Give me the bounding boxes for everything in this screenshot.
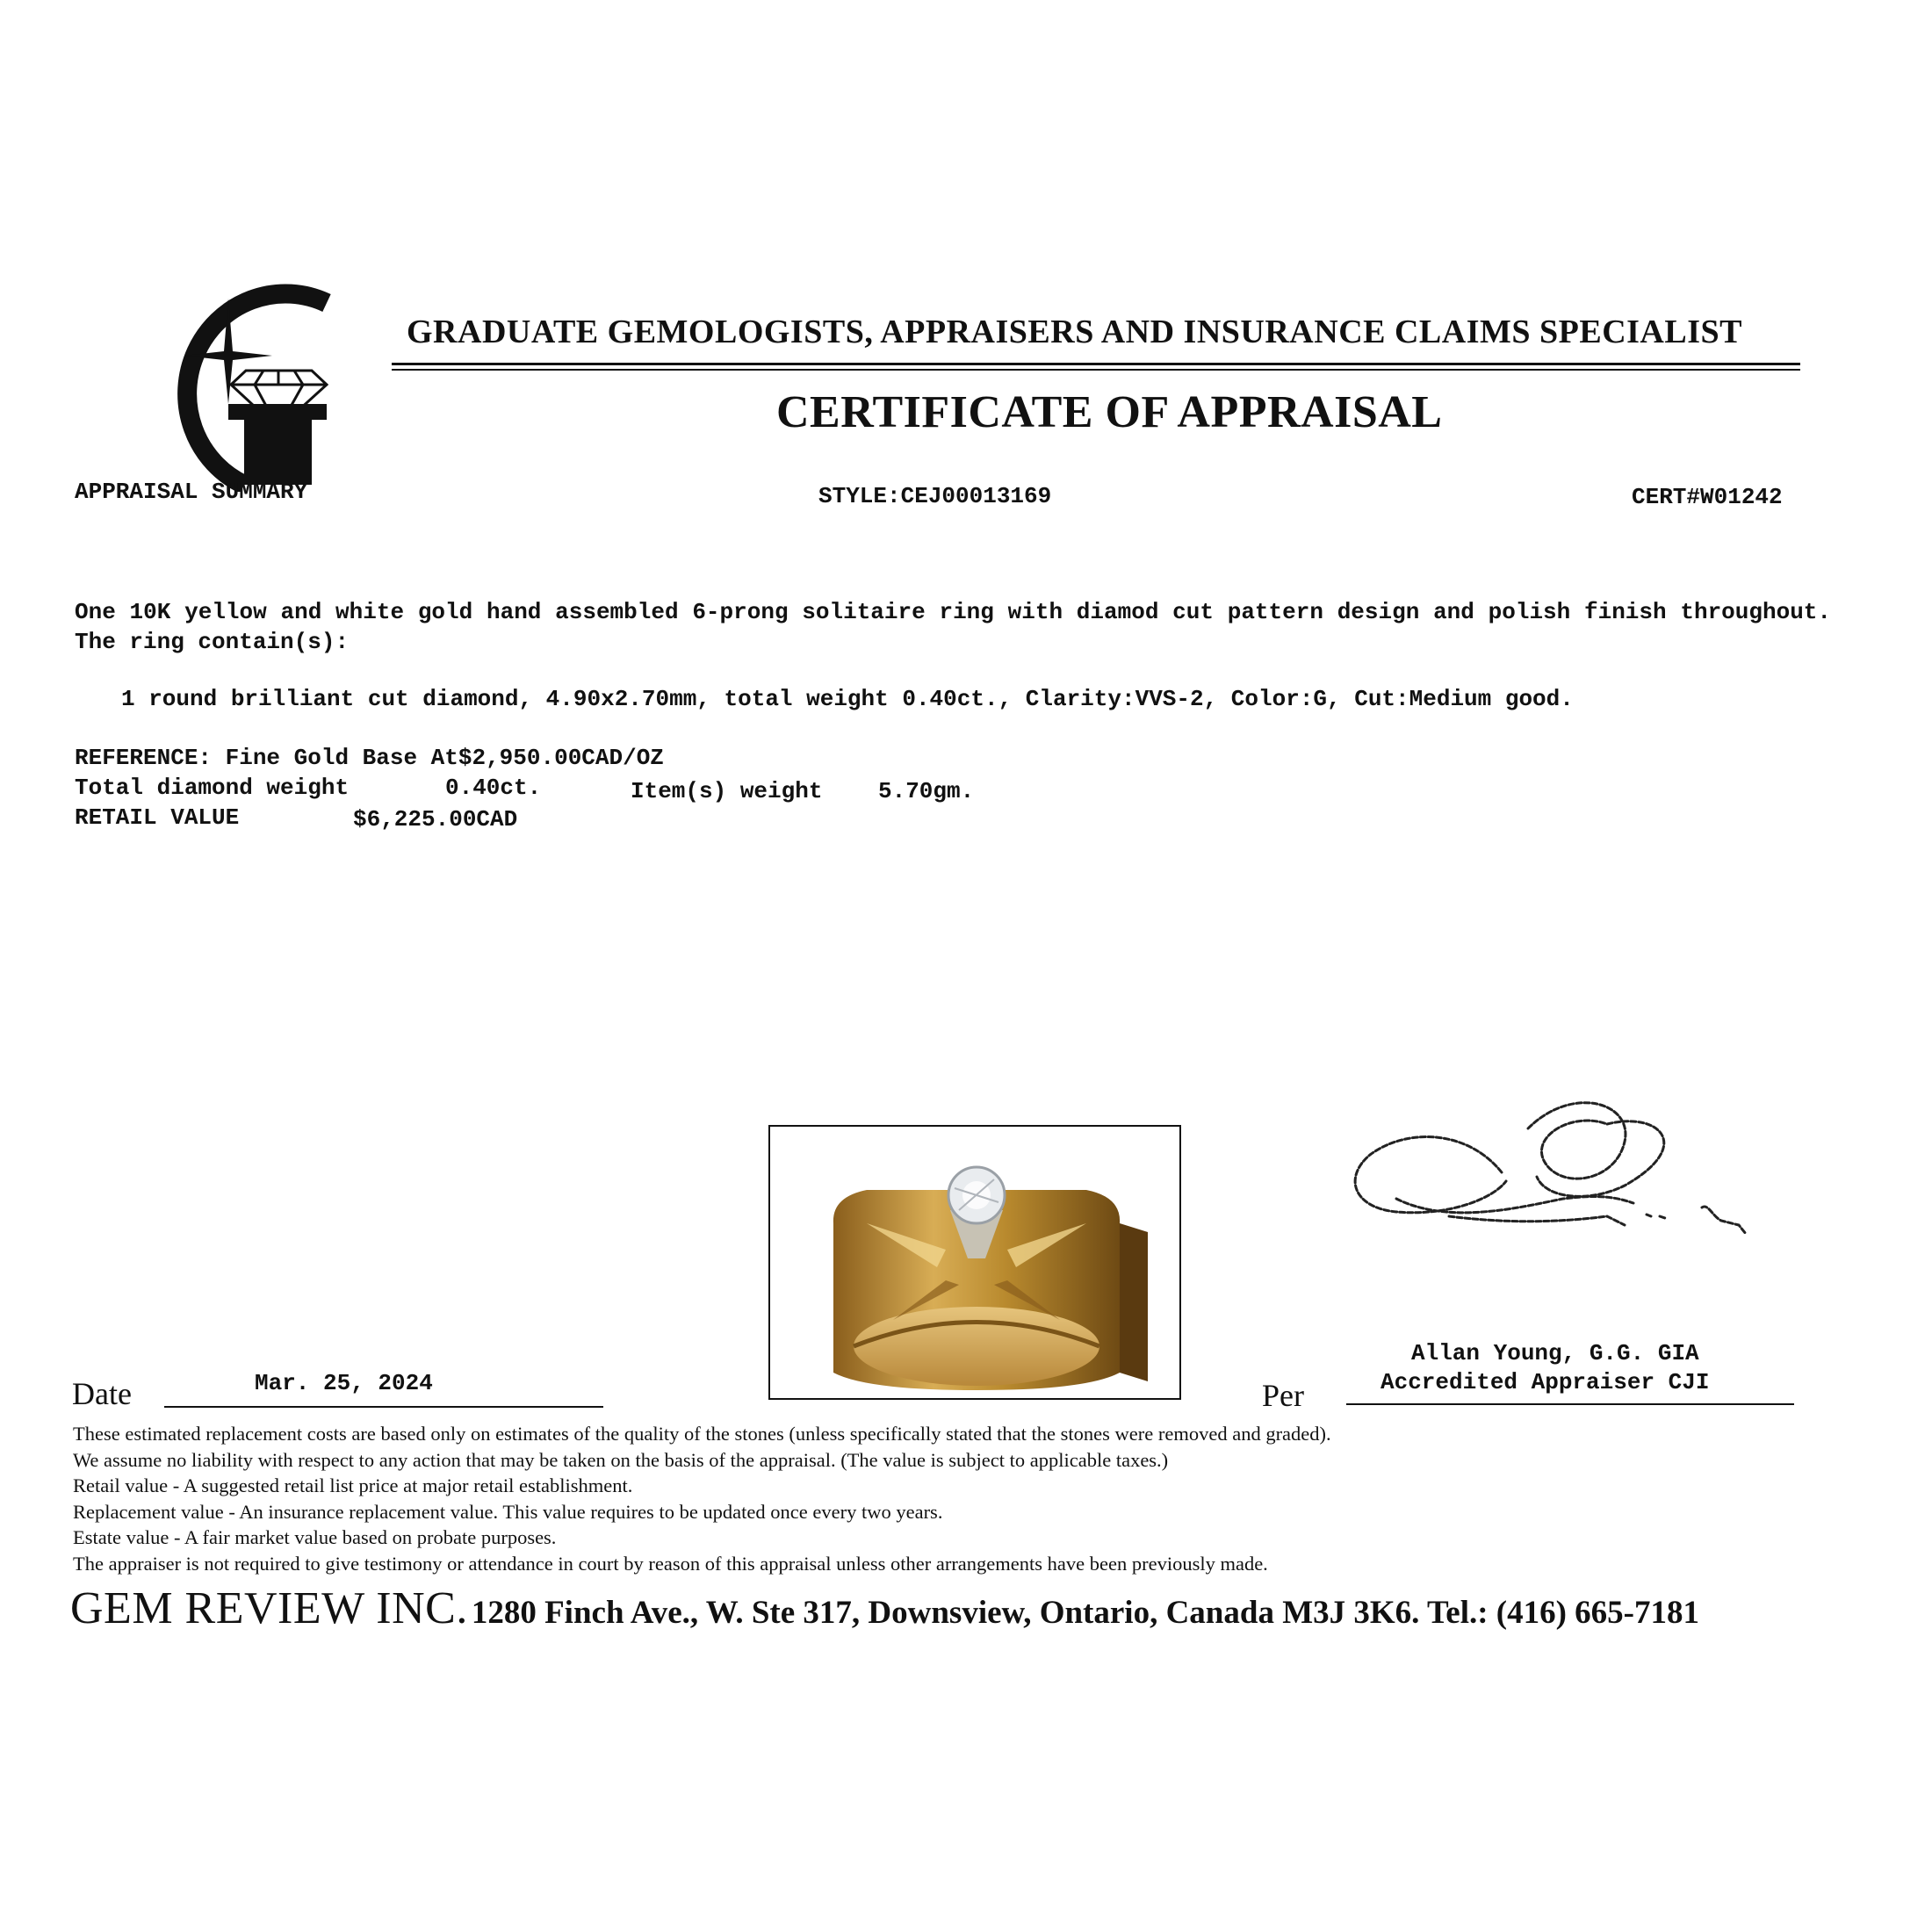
gemstone-logo [132,255,342,492]
per-line [1346,1403,1794,1405]
disclaimer-line: We assume no liability with respect to any action that may be taken on the basis of the appraisal. (The value is subject to applicable taxes.) [73,1448,1169,1471]
retail-value-amount: $6,225.00CAD [353,806,518,833]
disclaimer-line: These estimated replacement costs are based only on estimates of the quality of the stones (unless specifically stated that the stones were removed and graded). [73,1423,1331,1445]
ring-photo [770,1127,1179,1398]
cert-number: CERT#W01242 [1632,484,1783,510]
disclaimer-line: Estate value - A fair market value based on probate purposes. [73,1526,557,1548]
header-tagline: GRADUATE GEMOLOGISTS, APPRAISERS AND INSURANCE CLAIMS SPECIALIST [407,314,1742,350]
company-address: 1280 Finch Ave., W. Ste 317, Downsview, Ontario, Canada M3J 3K6. Tel.: (416) 665-7181 [471,1595,1700,1631]
reference-gold-base: REFERENCE: Fine Gold Base At$2,950.00CAD/OZ [75,745,664,771]
item-description: One 10K yellow and white gold hand assembled 6-prong solitaire ring with diamod cut pattern design and polish finish throughout. The ring contain(s): [75,599,1831,655]
item-weight-label: Item(s) weight [631,778,823,804]
appraiser-name: Allan Young, G.G. GIA [1411,1340,1699,1366]
diamond-weight-value: 0.40ct. [445,775,542,801]
company-name: GEM REVIEW INC. [70,1583,468,1633]
company-footer [70,1582,1699,1634]
retail-value-label: RETAIL VALUE [75,804,240,831]
per-label: Per [1262,1378,1304,1413]
appraiser-signature [1344,1093,1783,1256]
appraiser-title: Accredited Appraiser CJI [1381,1369,1710,1395]
ring-photo-frame [768,1125,1181,1400]
diamond-weight-label: Total diamond weight [75,775,350,801]
header-rule-bottom [392,369,1800,371]
stone-details: 1 round brilliant cut diamond, 4.90x2.70mm, total weight 0.40ct., Clarity:VVS-2, Color:G, Cut:Medium good. [121,686,1574,712]
date-line [164,1406,603,1408]
date-value: Mar. 25, 2024 [255,1370,433,1396]
disclaimer-line: The appraiser is not required to give testimony or attendance in court by reason of this appraisal unless other arrangements have been previously made. [73,1552,1268,1575]
disclaimer [73,1421,1331,1576]
style-number: STYLE:CEJ00013169 [818,483,1052,509]
certificate-title: CERTIFICATE OF APPRAISAL [776,387,1443,437]
logo-pedestal [228,404,327,485]
header-rule-top [392,363,1800,365]
appraisal-summary-label: APPRAISAL SUMMARY [75,479,308,505]
disclaimer-line: Replacement value - An insurance replacement value. This value requires to be updated once every two years. [73,1500,943,1523]
disclaimer-line: Retail value - A suggested retail list price at major retail establishment. [73,1474,633,1496]
item-weight-value: 5.70gm. [878,778,975,804]
date-label: Date [72,1376,132,1411]
